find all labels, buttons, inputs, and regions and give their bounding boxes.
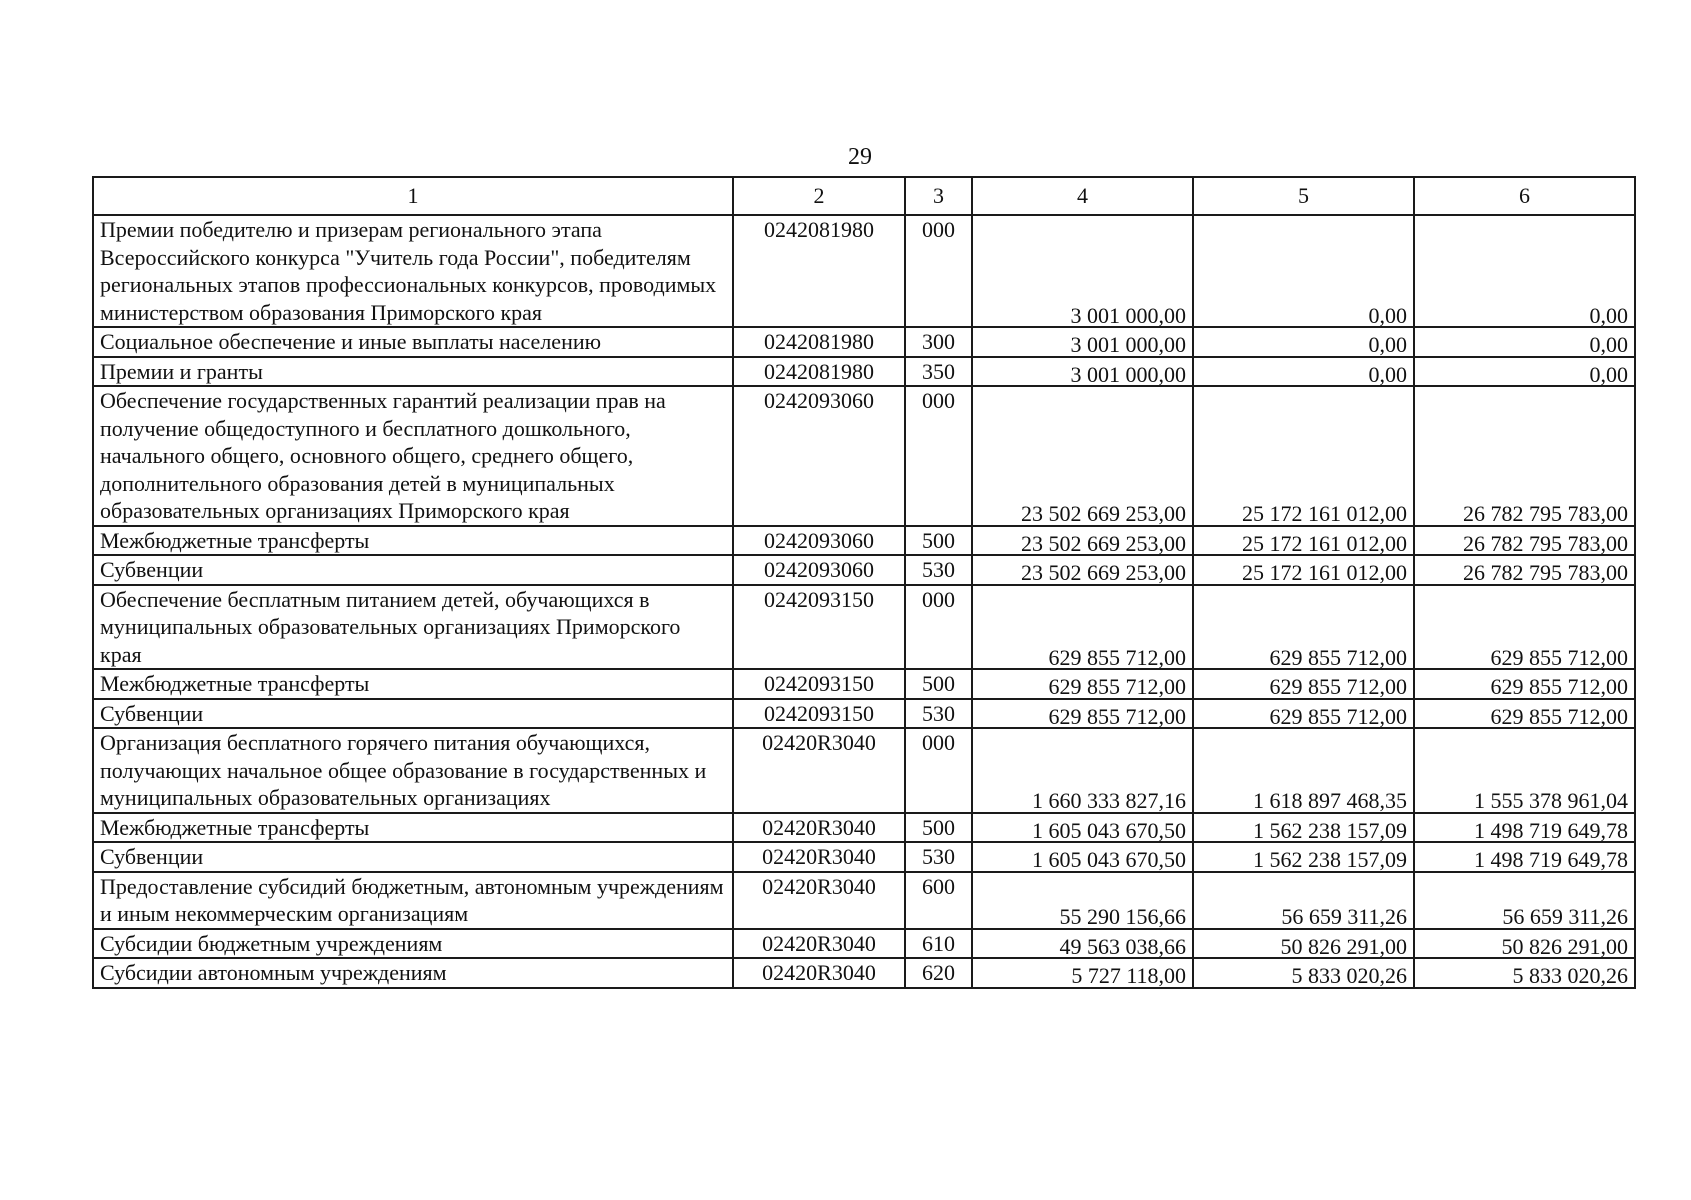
row-type-cell: 530 (905, 842, 972, 872)
row-value-col5-cell (1193, 357, 1414, 387)
row-name-cell: Обеспечение бесплатным питанием детей, обучающихся в муниципальных образовательных организациях Приморского края (93, 585, 733, 670)
row-value-col4-cell (972, 386, 1193, 526)
row-code-cell: 0242093150 (733, 669, 905, 699)
cell-value: 26 782 795 783,00 (1463, 530, 1628, 556)
row-value-col5-cell (1193, 929, 1414, 959)
row-value-col6-cell (1414, 728, 1635, 813)
cell-value: 25 172 161 012,00 (1242, 560, 1407, 585)
cell-value: 0,00 (1589, 361, 1628, 387)
row-value-col4-cell (972, 585, 1193, 670)
row-code-cell: 02420R3040 (733, 728, 905, 813)
row-value-col6-cell (1414, 669, 1635, 699)
row-value-col6-cell (1414, 813, 1635, 843)
cell-value: 1 660 333 827,16 (1032, 788, 1186, 813)
row-value-col5-cell (1193, 555, 1414, 585)
row-value-col4-cell (972, 669, 1193, 699)
row-value-col4-cell (972, 728, 1193, 813)
budget-table (92, 176, 1636, 989)
table-row (93, 526, 1635, 556)
row-code-cell: 0242093060 (733, 526, 905, 556)
row-code-cell: 0242093060 (733, 386, 905, 526)
header-cell: 4 (972, 177, 1193, 215)
row-name-cell: Межбюджетные трансферты (93, 526, 733, 556)
cell-value: 629 855 712,00 (1269, 703, 1407, 729)
cell-value: 25 172 161 012,00 (1242, 530, 1407, 556)
row-type-cell: 530 (905, 555, 972, 585)
row-code-cell: 02420R3040 (733, 813, 905, 843)
cell-value: 26 782 795 783,00 (1463, 501, 1628, 526)
row-value-col5-cell (1193, 386, 1414, 526)
cell-value: 55 290 156,66 (1059, 904, 1186, 929)
row-value-col4-cell (972, 699, 1193, 729)
cell-value: 1 555 378 961,04 (1474, 788, 1628, 813)
row-code-cell: 02420R3040 (733, 929, 905, 959)
row-type-cell: 500 (905, 813, 972, 843)
row-value-col6-cell (1414, 555, 1635, 585)
row-type-cell: 000 (905, 215, 972, 327)
cell-value: 3 001 000,00 (1070, 361, 1186, 387)
row-code-cell: 0242093150 (733, 585, 905, 670)
row-name-cell: Субвенции (93, 699, 733, 729)
row-value-col6-cell (1414, 842, 1635, 872)
row-name-cell: Премии и гранты (93, 357, 733, 387)
table-row (93, 669, 1635, 699)
header-cell: 5 (1193, 177, 1414, 215)
cell-value: 629 855 712,00 (1490, 703, 1628, 729)
row-code-cell: 0242081980 (733, 327, 905, 357)
row-type-cell: 600 (905, 872, 972, 929)
row-value-col5-cell (1193, 669, 1414, 699)
row-value-col4-cell (972, 327, 1193, 357)
row-name-cell: Межбюджетные трансферты (93, 813, 733, 843)
row-value-col4-cell (972, 842, 1193, 872)
row-code-cell: 02420R3040 (733, 872, 905, 929)
row-value-col5-cell (1193, 526, 1414, 556)
cell-value: 5 833 020,26 (1512, 963, 1628, 988)
row-value-col5-cell (1193, 728, 1414, 813)
row-name-cell: Субвенции (93, 842, 733, 872)
cell-value: 1 498 719 649,78 (1474, 817, 1628, 843)
cell-value: 0,00 (1368, 332, 1407, 357)
table-row (93, 585, 1635, 670)
row-value-col6-cell (1414, 585, 1635, 670)
cell-value: 1 605 043 670,50 (1032, 847, 1186, 872)
row-value-col6-cell (1414, 357, 1635, 387)
cell-value: 1 562 238 157,09 (1253, 847, 1407, 872)
row-code-cell: 0242081980 (733, 357, 905, 387)
row-value-col5-cell (1193, 813, 1414, 843)
table-row (93, 699, 1635, 729)
table-row (93, 386, 1635, 526)
row-type-cell: 500 (905, 669, 972, 699)
cell-value: 0,00 (1368, 361, 1407, 387)
row-value-col6-cell (1414, 958, 1635, 988)
cell-value: 25 172 161 012,00 (1242, 501, 1407, 526)
row-value-col5-cell (1193, 327, 1414, 357)
cell-value: 0,00 (1368, 302, 1407, 328)
page-number: 29 (848, 144, 872, 170)
row-value-col4-cell (972, 555, 1193, 585)
cell-value: 23 502 669 253,00 (1021, 501, 1186, 526)
cell-value: 5 833 020,26 (1291, 963, 1407, 988)
table-row (93, 357, 1635, 387)
row-type-cell: 500 (905, 526, 972, 556)
cell-value: 629 855 712,00 (1269, 674, 1407, 699)
row-type-cell: 610 (905, 929, 972, 959)
row-value-col5-cell (1193, 215, 1414, 327)
row-type-cell: 530 (905, 699, 972, 729)
row-value-col6-cell (1414, 699, 1635, 729)
cell-value: 1 618 897 468,35 (1253, 788, 1407, 813)
row-name-cell: Социальное обеспечение и иные выплаты населению (93, 327, 733, 357)
row-value-col5-cell (1193, 585, 1414, 670)
row-value-col4-cell (972, 357, 1193, 387)
row-name-cell: Субвенции (93, 555, 733, 585)
row-type-cell: 300 (905, 327, 972, 357)
table-row (93, 327, 1635, 357)
row-type-cell: 350 (905, 357, 972, 387)
row-name-cell: Субсидии автономным учреждениям (93, 958, 733, 988)
row-code-cell: 0242081980 (733, 215, 905, 327)
header-cell: 3 (905, 177, 972, 215)
cell-value: 50 826 291,00 (1280, 933, 1407, 959)
row-value-col6-cell (1414, 872, 1635, 929)
cell-value: 56 659 311,26 (1281, 904, 1407, 929)
row-code-cell: 02420R3040 (733, 842, 905, 872)
table-row (93, 872, 1635, 929)
cell-value: 629 855 712,00 (1269, 644, 1407, 670)
row-type-cell: 000 (905, 585, 972, 670)
cell-value: 629 855 712,00 (1048, 644, 1186, 670)
row-value-col4-cell (972, 958, 1193, 988)
table-row (93, 958, 1635, 988)
cell-value: 3 001 000,00 (1070, 302, 1186, 328)
table-row (93, 842, 1635, 872)
cell-value: 629 855 712,00 (1490, 674, 1628, 699)
table-row (93, 728, 1635, 813)
cell-value: 23 502 669 253,00 (1021, 530, 1186, 556)
row-name-cell: Предоставление субсидий бюджетным, автономным учреждениям и иным некоммерческим организациям (93, 872, 733, 929)
cell-value: 56 659 311,26 (1502, 904, 1628, 929)
header-cell: 2 (733, 177, 905, 215)
row-value-col6-cell (1414, 929, 1635, 959)
row-value-col6-cell (1414, 386, 1635, 526)
cell-value: 50 826 291,00 (1501, 933, 1628, 959)
cell-value: 1 605 043 670,50 (1032, 817, 1186, 843)
row-name-cell: Обеспечение государственных гарантий реализации прав на получение общедоступного и бесплатного дошкольного, начального общего, основного общего, среднего общего, дополнительного образования детей в муниципальных образовательных организациях Приморского края (93, 386, 733, 526)
cell-value: 0,00 (1589, 332, 1628, 357)
cell-value: 1 498 719 649,78 (1474, 847, 1628, 872)
cell-value: 5 727 118,00 (1071, 963, 1186, 988)
table-body (93, 177, 1635, 988)
row-value-col5-cell (1193, 872, 1414, 929)
row-type-cell: 000 (905, 728, 972, 813)
cell-value: 26 782 795 783,00 (1463, 560, 1628, 585)
row-value-col6-cell (1414, 215, 1635, 327)
row-type-cell: 000 (905, 386, 972, 526)
row-value-col5-cell (1193, 958, 1414, 988)
header-cell: 1 (93, 177, 733, 215)
row-value-col6-cell (1414, 327, 1635, 357)
row-type-cell: 620 (905, 958, 972, 988)
row-code-cell: 0242093060 (733, 555, 905, 585)
cell-value: 1 562 238 157,09 (1253, 817, 1407, 843)
table-row (93, 813, 1635, 843)
row-code-cell: 0242093150 (733, 699, 905, 729)
table-row (93, 215, 1635, 327)
row-value-col4-cell (972, 813, 1193, 843)
header-cell: 6 (1414, 177, 1635, 215)
cell-value: 3 001 000,00 (1070, 332, 1186, 357)
row-value-col6-cell (1414, 526, 1635, 556)
cell-value: 629 855 712,00 (1048, 674, 1186, 699)
cell-value: 23 502 669 253,00 (1021, 560, 1186, 585)
row-value-col4-cell (972, 929, 1193, 959)
row-name-cell: Премии победителю и призерам регионального этапа Всероссийского конкурса "Учитель года России", победителям региональных этапов профессиональных конкурсов, проводимых министерством образования Приморского края (93, 215, 733, 327)
table-row (93, 555, 1635, 585)
header-row (93, 177, 1635, 215)
row-value-col5-cell (1193, 842, 1414, 872)
row-name-cell: Субсидии бюджетным учреждениям (93, 929, 733, 959)
table-row (93, 929, 1635, 959)
cell-value: 629 855 712,00 (1490, 644, 1628, 670)
row-value-col4-cell (972, 872, 1193, 929)
row-value-col4-cell (972, 526, 1193, 556)
row-code-cell: 02420R3040 (733, 958, 905, 988)
cell-value: 629 855 712,00 (1048, 703, 1186, 729)
row-name-cell: Организация бесплатного горячего питания обучающихся, получающих начальное общее образование в государственных и муниципальных образовательных организациях (93, 728, 733, 813)
cell-value: 0,00 (1589, 302, 1628, 328)
row-name-cell: Межбюджетные трансферты (93, 669, 733, 699)
row-value-col4-cell (972, 215, 1193, 327)
cell-value: 49 563 038,66 (1059, 933, 1186, 959)
row-value-col5-cell (1193, 699, 1414, 729)
